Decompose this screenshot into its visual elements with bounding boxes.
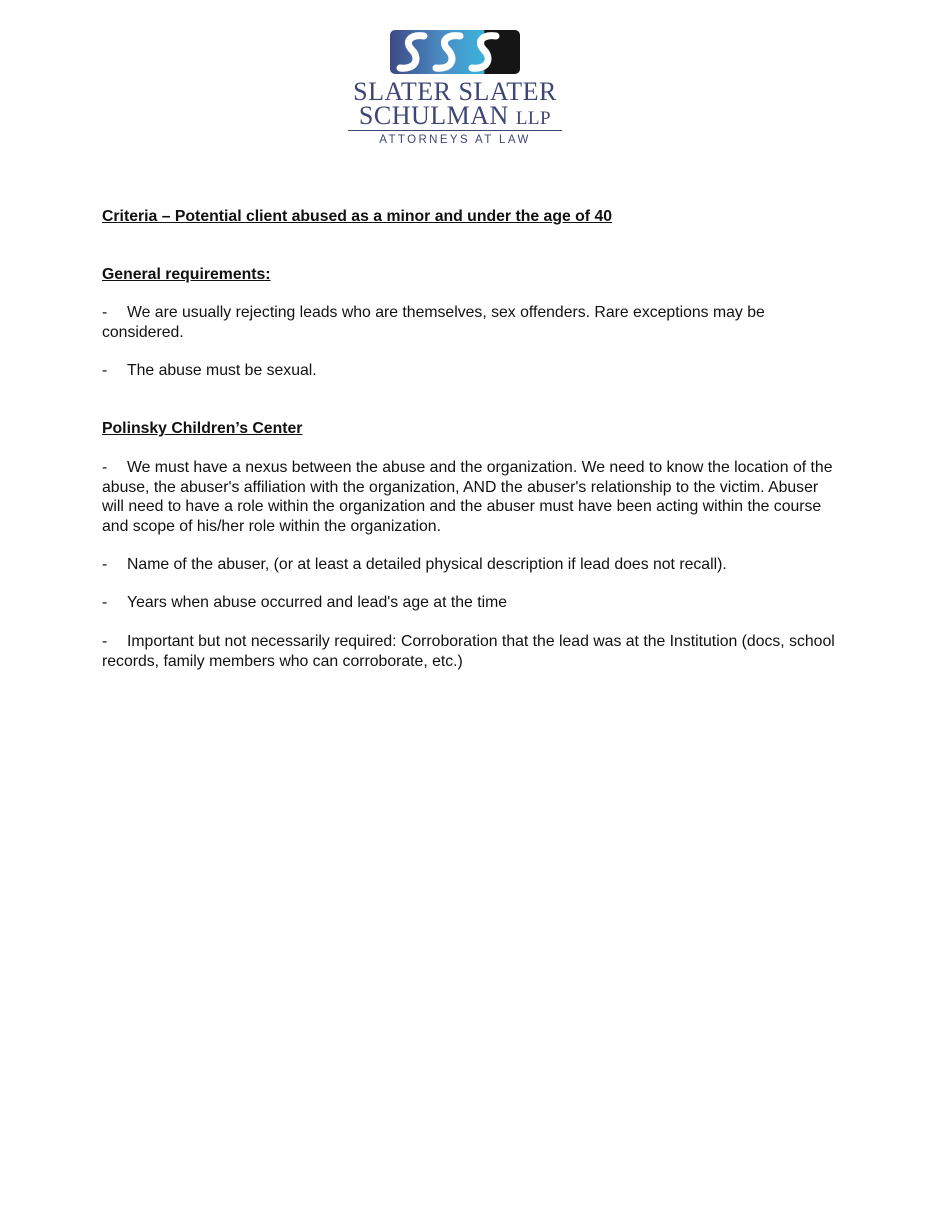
polinsky-item-text: Name of the abuser, (or at least a detailed physical description if lead does not recall).: [127, 556, 727, 573]
logo-name-llp: LLP: [515, 108, 552, 129]
polinsky-item: [102, 632, 837, 671]
sss-logo-mark: [390, 30, 520, 74]
firm-logo: [340, 28, 570, 150]
polinsky-heading: Polinsky Children’s Center: [102, 420, 303, 437]
general-item-text: We are usually rejecting leads who are themselves, sex offenders. Rare exceptions may be considered.: [102, 304, 765, 341]
logo-name-schulman: SCHULMAN: [358, 101, 509, 130]
bullet-dash: -: [102, 304, 108, 321]
polinsky-item: [102, 593, 837, 613]
general-item: [102, 303, 837, 342]
bullet-dash: -: [102, 556, 108, 573]
general-item-text: The abuse must be sexual.: [127, 362, 317, 379]
polinsky-item-text: Years when abuse occurred and lead's age at the time: [127, 594, 508, 611]
general-requirements-heading: General requirements:: [102, 266, 271, 283]
general-item: [102, 361, 837, 381]
polinsky-item: [102, 555, 837, 575]
logo-name-line2: [340, 102, 570, 133]
logo-divider: [348, 130, 562, 131]
bullet-dash: -: [102, 594, 108, 611]
logo-tagline: ATTORNEYS AT LAW: [379, 134, 531, 146]
bullet-dash: -: [102, 633, 108, 650]
bullet-dash: -: [102, 459, 108, 476]
bullet-dash: -: [102, 362, 108, 379]
polinsky-item: [102, 458, 837, 536]
polinsky-item-text: Important but not necessarily required: Corroboration that the lead was at the Institution (docs, school records, family members who can corroborate, etc.): [102, 633, 835, 670]
polinsky-item-text: We must have a nexus between the abuse and the organization. We need to know the location of the abuse, the abuser's affiliation with the organization, AND the abuser's relationship to the victim. Abuser will need to have a role within the organization and the abuser must have been acting within the course and scope of his/her role within the organization.: [102, 459, 833, 535]
logo-name-line1: SLATER SLATER: [353, 77, 557, 106]
document-title: Criteria – Potential client abused as a minor and under the age of 40: [102, 208, 613, 225]
